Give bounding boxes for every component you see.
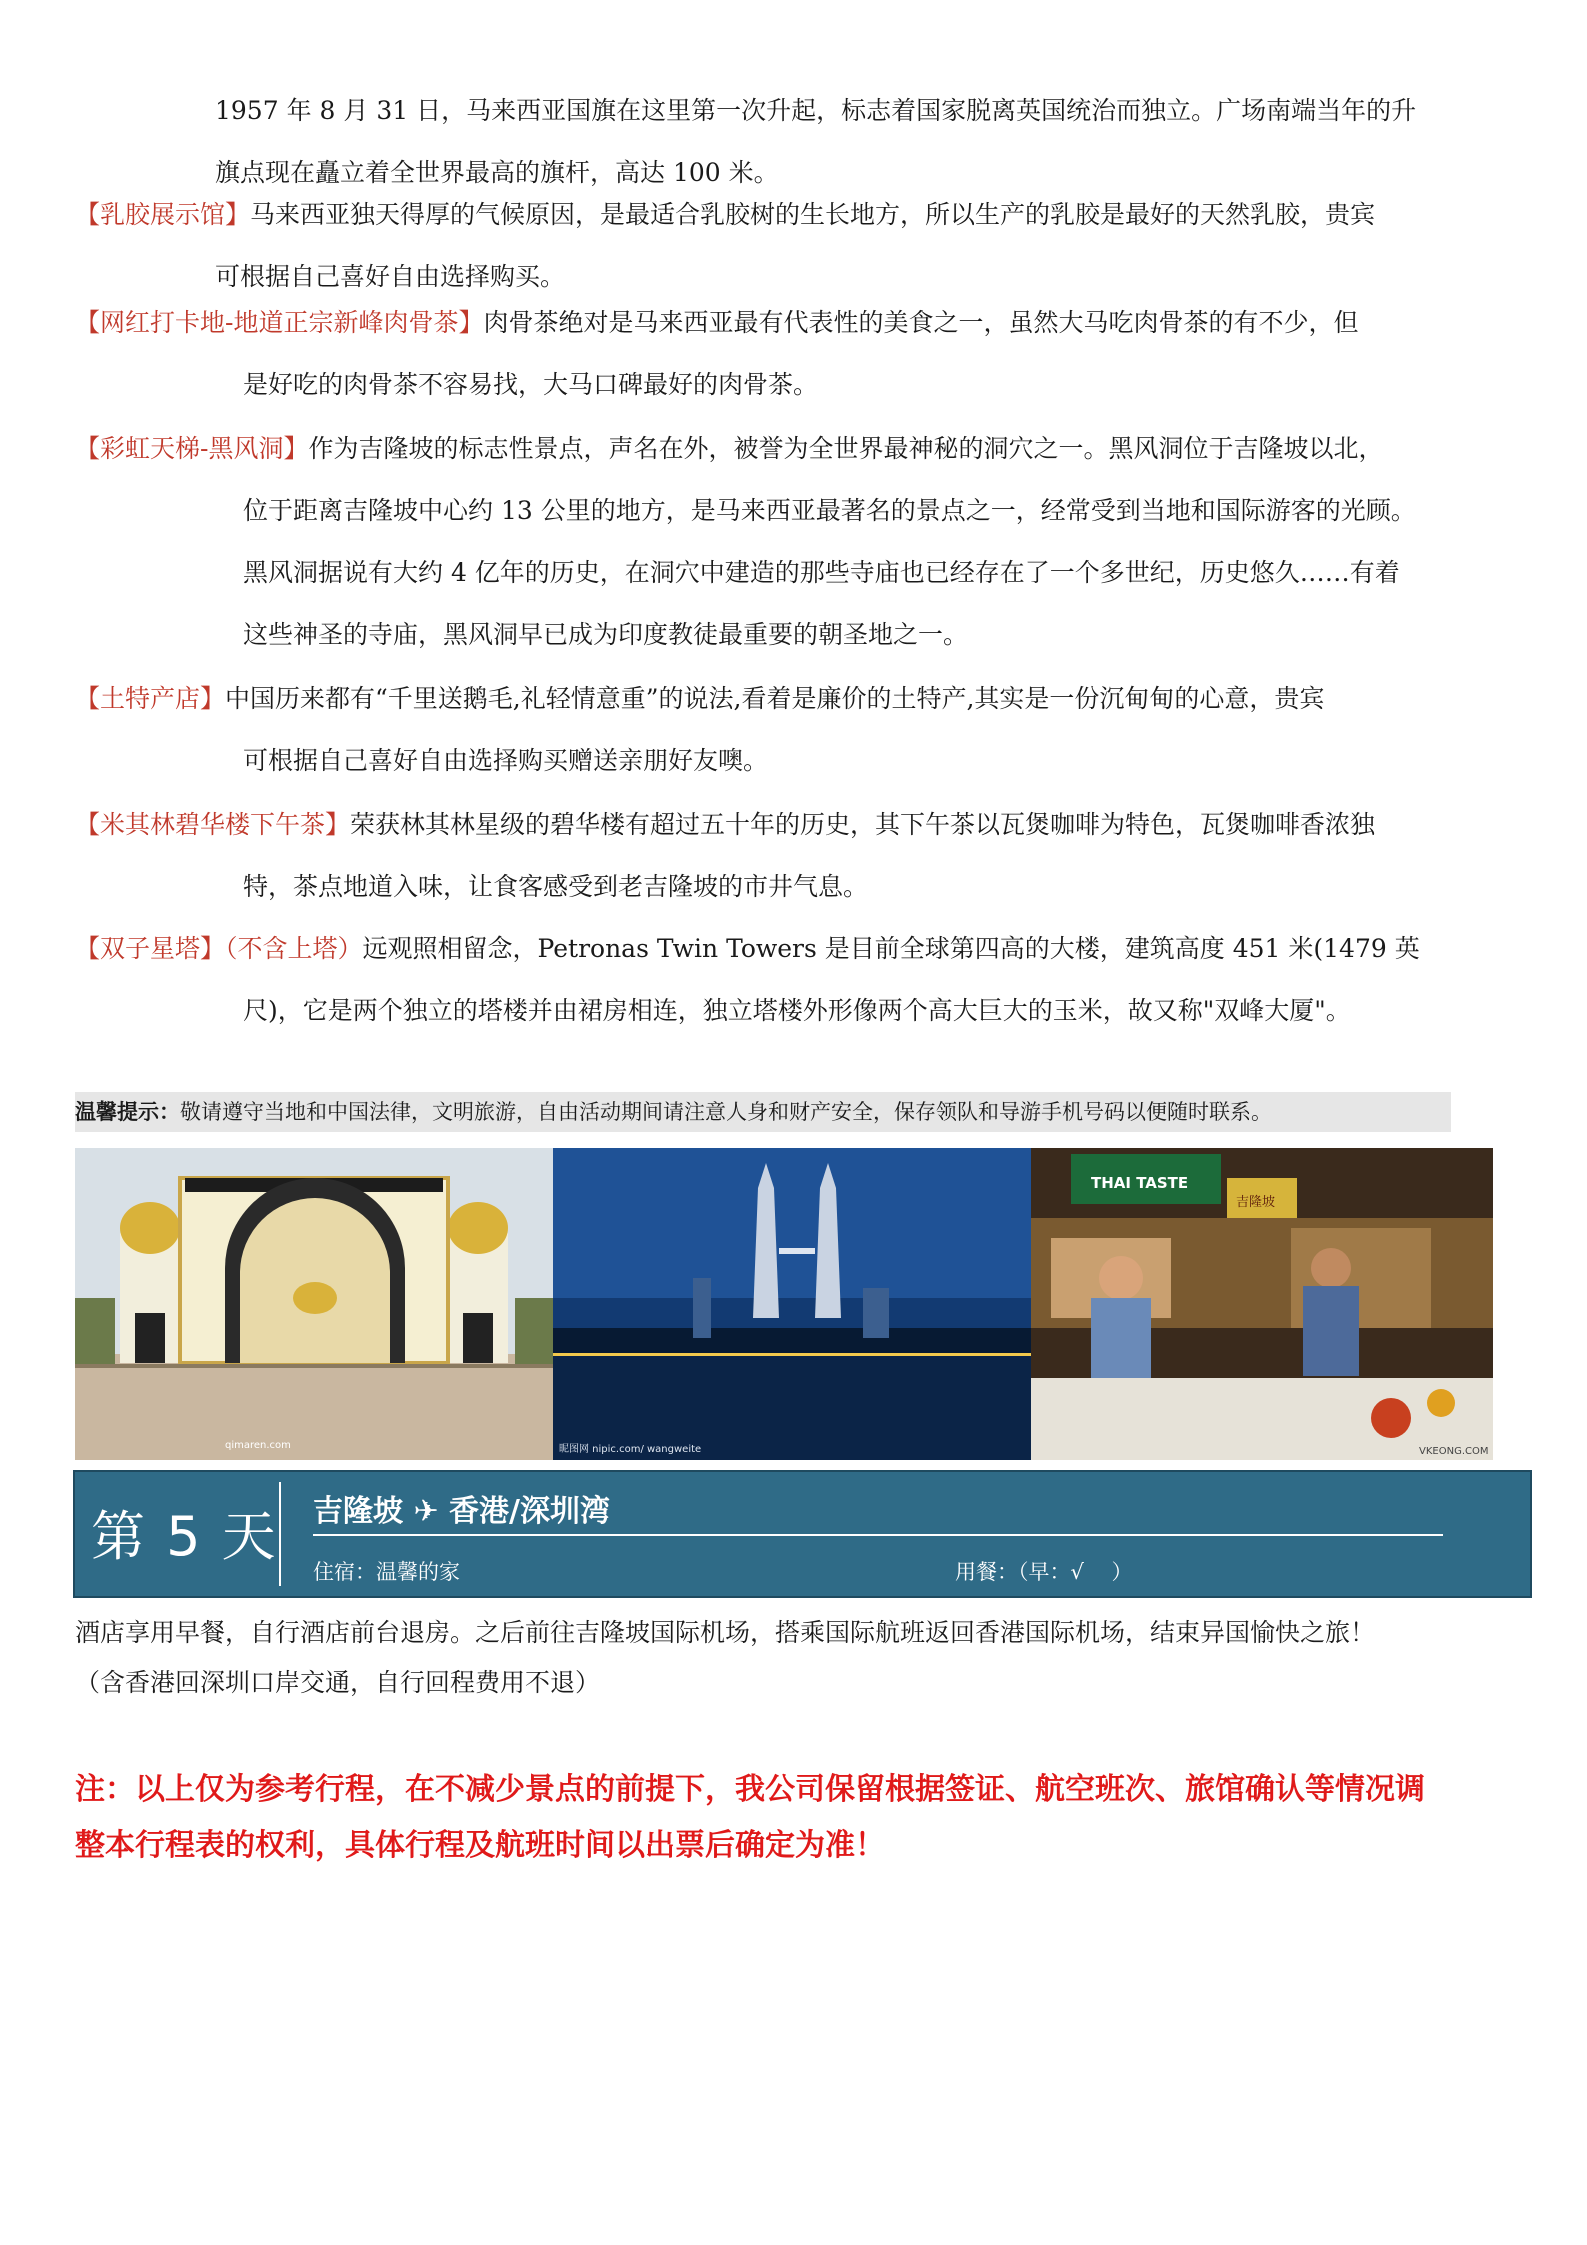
text-line: 这些神圣的寺庙，黑风洞早已成为印度教徒最重要的朝圣地之一。 (243, 620, 969, 649)
divider (279, 1482, 281, 1586)
paragraph-afternoon-tea (75, 794, 1535, 918)
section-title: 【网红打卡地-地道正宗新峰肉骨茶】 (75, 308, 484, 337)
paragraph-twin-towers (75, 918, 1535, 1042)
warm-tip (75, 1092, 1451, 1132)
paragraph-local-products (75, 668, 1535, 792)
tip-label: 温馨提示： (75, 1100, 180, 1124)
text-line: 特，茶点地道入味，让食客感受到老吉隆坡的市井气息。 (243, 872, 869, 901)
text-line: 肉骨茶绝对是马来西亚最有代表性的美食之一，虽然大马吃肉骨茶的有不少，但 (483, 308, 1359, 337)
text-line: （含香港回深圳口岸交通，自行回程费用不退） (75, 1668, 601, 1697)
note-line: 注：以上仅为参考行程，在不减少景点的前提下，我公司保留根据签证、航空班次、旅馆确认等情况调 (75, 1772, 1425, 1807)
text-line: 黑风洞据说有大约 4 亿年的历史，在洞穴中建造的那些寺庙也已经存在了一个多世纪，历史悠久……有着 (243, 558, 1400, 587)
day-route: 吉隆坡 ✈ 香港/深圳湾 (313, 1494, 610, 1529)
watermark: 昵图网 nipic.com/ wangweite (559, 1444, 702, 1455)
watermark: qimaren.com (225, 1440, 291, 1451)
text-line: 作为吉隆坡的标志性景点，声名在外，被誉为全世界最神秘的洞穴之一。黑风洞位于吉隆坡以北， (308, 434, 1384, 463)
text-line: 旗点现在矗立着全世界最高的旗杆，高达 100 米。 (215, 158, 779, 187)
section-title: 【双子星塔】 (75, 934, 226, 963)
watermark: VKEONG.COM (1419, 1446, 1489, 1457)
text-line: 酒店享用早餐，自行酒店前台退房。之后前往吉隆坡国际机场，搭乘国际航班返回香港国际机场，结束异国愉快之旅！ (75, 1618, 1376, 1647)
stall-sign: 吉隆坡 (1236, 1195, 1276, 1210)
text-line: 马来西亚独天得厚的气候原因，是最适合乳胶树的生长地方，所以生产的乳胶是最好的天然乳胶，贵宾 (250, 200, 1376, 229)
text-line: 荣获林其林星级的碧华楼有超过五十年的历史，其下午茶以瓦煲咖啡为特色，瓦煲咖啡香浓独 (350, 810, 1376, 839)
day-number: 第 5 天 (91, 1505, 278, 1568)
divider (313, 1534, 1443, 1536)
day-hotel: 住宿：温馨的家 (313, 1560, 460, 1584)
text-line: 远观照相留念，Petronas Twin Towers 是目前全球第四高的大楼，建筑高度 451 米(1479 英 (362, 934, 1420, 963)
twin-towers-photo (553, 1148, 1031, 1460)
text-line: 可根据自己喜好自由选择购买赠送亲朋好友噢。 (243, 746, 769, 775)
section-title: 【彩虹天梯-黑风洞】 (75, 434, 309, 463)
paragraph-bak-kut-teh (75, 292, 1535, 416)
note-line: 整本行程表的权利，具体行程及航班时间以出票后确定为准！ (75, 1828, 885, 1863)
palace-photo (75, 1148, 553, 1460)
tip-text: 敬请遵守当地和中国法律，文明旅游，自由活动期间请注意人身和财产安全，保存领队和导游手机号码以便随时联系。 (180, 1100, 1272, 1124)
text-line: 中国历来都有“千里送鹅毛,礼轻情意重”的说法,看着是廉价的土特产,其实是一份沉甸甸的心意，贵宾 (225, 684, 1325, 713)
text-line: 尺)，它是两个独立的塔楼并由裙房相连，独立塔楼外形像两个高大巨大的玉米，故又称"双峰大厦"。 (243, 996, 1351, 1025)
day-meal: 用餐：（早：√ ） (955, 1560, 1133, 1584)
text-line: 位于距离吉隆坡中心约 13 公里的地方，是马来西亚最著名的景点之一，经常受到当地和国际游客的光顾。 (243, 496, 1416, 525)
day-header (73, 1470, 1532, 1598)
section-title: 【乳胶展示馆】 (75, 200, 251, 229)
day-description (75, 1608, 1375, 1708)
paragraph-batu-caves (75, 418, 1535, 666)
section-subtitle: （不含上塔） (225, 934, 363, 963)
street-food-photo (1031, 1148, 1493, 1460)
stall-sign: THAI TASTE (1091, 1174, 1189, 1192)
photo-strip (75, 1148, 1493, 1460)
text-line: 1957 年 8 月 31 日，马来西亚国旗在这里第一次升起，标志着国家脱离英国统治而独立。广场南端当年的升 (215, 96, 1417, 125)
paragraph-latex-gallery (75, 184, 1535, 308)
section-title: 【土特产店】 (75, 684, 226, 713)
disclaimer-note (75, 1762, 1425, 1874)
text-line: 可根据自己喜好自由选择购买。 (215, 262, 566, 291)
section-title: 【米其林碧华楼下午茶】 (75, 810, 351, 839)
text-line: 是好吃的肉骨茶不容易找，大马口碑最好的肉骨茶。 (243, 370, 819, 399)
